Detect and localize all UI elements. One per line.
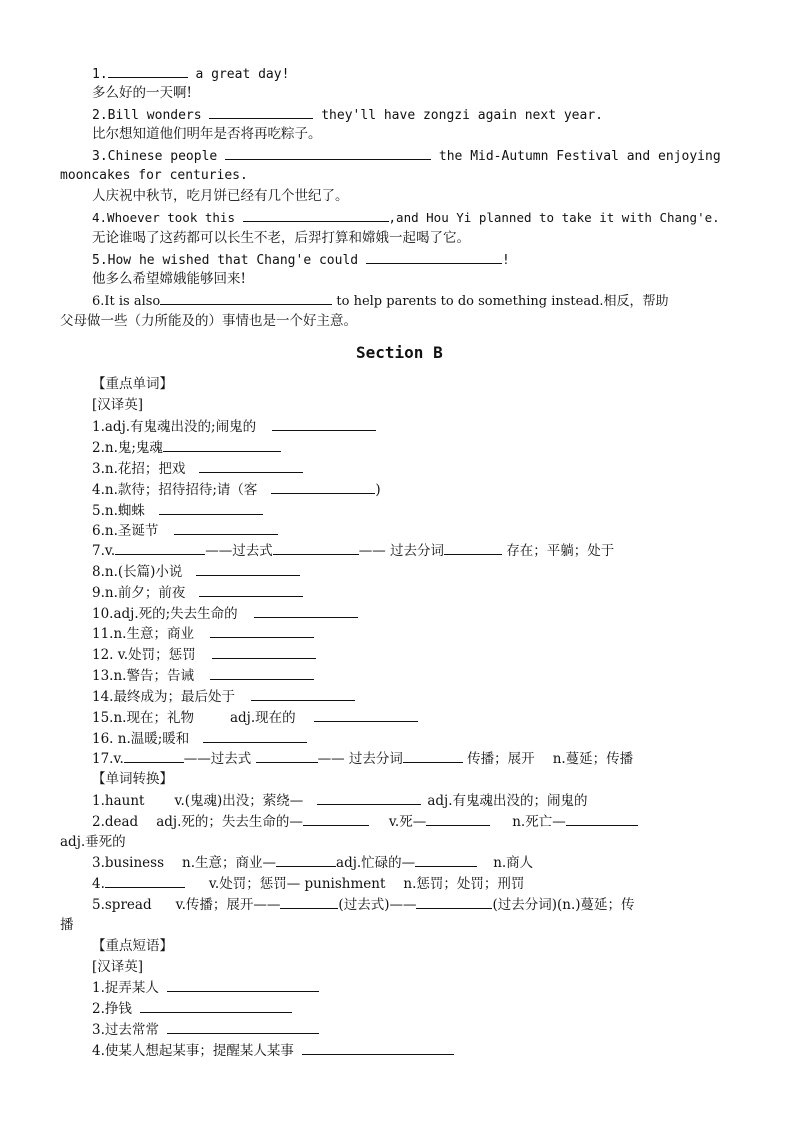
sentence-5: 5.How he wished that Chang'e could ! xyxy=(92,250,510,270)
vocab-item: 8.n.(长篇)小说 xyxy=(92,562,300,581)
answer-blank[interactable] xyxy=(317,791,421,805)
answer-blank[interactable] xyxy=(167,1020,319,1034)
vocab-item: 9.n.前夕；前夜 xyxy=(92,583,303,602)
vocab-item: 15.n.现在；礼物 adj.现在的 xyxy=(92,708,418,727)
answer-blank[interactable] xyxy=(210,666,314,680)
answer-blank[interactable] xyxy=(199,459,303,473)
sentence-4-translation: 无论谁喝了这药都可以长生不老，后羿打算和嫦娥一起喝了它。 xyxy=(92,230,470,246)
sentence-4: 4.Whoever took this ,and Hou Yi planned to take it with Chang'e. xyxy=(92,210,720,225)
section-title: Section B xyxy=(356,343,443,362)
answer-blank[interactable] xyxy=(303,812,369,826)
answer-blank[interactable] xyxy=(243,208,389,222)
vocab-item: 10.adj.死的;失去生命的 xyxy=(92,604,358,623)
answer-blank[interactable] xyxy=(212,645,316,659)
phrases-heading: 【重点短语】 xyxy=(92,938,173,954)
answer-blank[interactable] xyxy=(314,708,418,722)
answer-blank[interactable] xyxy=(256,749,318,763)
convert-heading: 【单词转换】 xyxy=(92,771,173,787)
answer-blank[interactable] xyxy=(167,978,319,992)
answer-blank[interactable] xyxy=(273,541,359,555)
vocab-item: 5.n.蜘蛛 xyxy=(92,501,263,520)
answer-blank[interactable] xyxy=(105,874,185,888)
convert-item-continuation: 播 xyxy=(60,917,74,933)
answer-blank[interactable] xyxy=(566,812,638,826)
answer-blank[interactable] xyxy=(225,146,431,160)
vocab-item: 16. n.温暖;暖和 xyxy=(92,729,307,748)
vocab-item: 1.adj.有鬼魂出没的;闹鬼的 xyxy=(92,417,376,436)
phrase-item: 1.捉弄某人 xyxy=(92,978,319,997)
answer-blank[interactable] xyxy=(302,1041,454,1055)
sentence-1: 1. a great day! xyxy=(92,64,289,84)
sentence-3-translation: 人庆祝中秋节，吃月饼已经有几个世纪了。 xyxy=(92,188,349,204)
answer-blank[interactable] xyxy=(163,438,281,452)
answer-blank[interactable] xyxy=(199,583,303,597)
convert-item: 4. v.处罚；惩罚— punishment n.惩罚；处罚；刑罚 xyxy=(92,876,525,892)
vocab-item: 14.最终成为；最后处于 xyxy=(92,687,355,706)
convert-item: 3.business n.生意；商业— adj.忙碌的— n.商人 xyxy=(92,855,534,871)
answer-blank[interactable] xyxy=(271,480,375,494)
vocab-item: 17.v. ——过去式 —— 过去分词 传播；展开 n.蔓延；传播 xyxy=(92,751,634,767)
sentence-2: 2.Bill wonders they'll have zongzi again next year. xyxy=(92,105,603,125)
vocab-heading: 【重点单词】 xyxy=(92,376,173,392)
sentence-6: 6.It is also to help parents to do something instead.相反，帮助 xyxy=(92,291,669,311)
vocab-subheading: [汉译英] xyxy=(92,397,144,413)
phrase-item: 4.使某人想起某事；提醒某人某事 xyxy=(92,1041,454,1060)
vocab-item: 11.n.生意；商业 xyxy=(92,624,314,643)
answer-blank[interactable] xyxy=(403,749,463,763)
vocab-item: 3.n.花招；把戏 xyxy=(92,459,303,478)
vocab-item: 13.n.警告；告诫 xyxy=(92,666,314,685)
convert-item: 1.haunt v.(鬼魂)出没；萦绕— adj.有鬼魂出没的；闹鬼的 xyxy=(92,793,588,809)
answer-blank[interactable] xyxy=(140,999,292,1013)
sentence-5-translation: 他多么希望嫦娥能够回来! xyxy=(92,271,246,287)
vocab-item: 6.n.圣诞节 xyxy=(92,521,278,540)
phrase-item: 2.挣钱 xyxy=(92,999,292,1018)
vocab-item: 2.n.鬼;鬼魂 xyxy=(92,438,281,457)
answer-blank[interactable] xyxy=(124,749,184,763)
phrase-item: 3.过去常常 xyxy=(92,1020,319,1039)
convert-item: 5.spread v.传播；展开—— (过去式)—— (过去分词)(n.)蔓延；传 xyxy=(92,897,635,913)
answer-blank[interactable] xyxy=(254,604,358,618)
answer-blank[interactable] xyxy=(366,250,502,264)
answer-blank[interactable] xyxy=(196,562,300,576)
answer-blank[interactable] xyxy=(416,895,492,909)
answer-blank[interactable] xyxy=(115,541,205,555)
sentence-6-continuation: 父母做一些（力所能及的）事情也是一个好主意。 xyxy=(60,313,357,329)
answer-blank[interactable] xyxy=(251,687,355,701)
vocab-item: 12. v.处罚；惩罚 xyxy=(92,645,316,664)
answer-blank[interactable] xyxy=(160,291,332,305)
sentence-2-translation: 比尔想知道他们明年是否将再吃粽子。 xyxy=(92,126,322,142)
answer-blank[interactable] xyxy=(280,895,338,909)
answer-blank[interactable] xyxy=(203,729,307,743)
answer-blank[interactable] xyxy=(444,541,502,555)
answer-blank[interactable] xyxy=(272,417,376,431)
phrases-subheading: [汉译英] xyxy=(92,959,144,975)
vocab-item: 7.v. ——过去式 —— 过去分词 存在；平躺；处于 xyxy=(92,543,615,559)
answer-blank[interactable] xyxy=(108,64,188,78)
answer-blank[interactable] xyxy=(210,624,314,638)
answer-blank[interactable] xyxy=(426,812,490,826)
answer-blank[interactable] xyxy=(276,853,336,867)
sentence-3: 3.Chinese people the Mid-Autumn Festival and enjoying xyxy=(92,146,721,166)
convert-item: 2.dead adj.死的；失去生命的— v.死— n.死亡— xyxy=(92,812,638,831)
vocab-item: 4.n.款待；招待招待;请（客 ) xyxy=(92,482,381,498)
sentence-3-continuation: mooncakes for centuries. xyxy=(60,168,248,183)
sentence-1-translation: 多么好的一天啊! xyxy=(92,85,192,101)
convert-item-continuation: adj.垂死的 xyxy=(60,834,126,850)
answer-blank[interactable] xyxy=(174,521,278,535)
answer-blank[interactable] xyxy=(415,853,477,867)
answer-blank[interactable] xyxy=(159,501,263,515)
answer-blank[interactable] xyxy=(209,105,313,119)
